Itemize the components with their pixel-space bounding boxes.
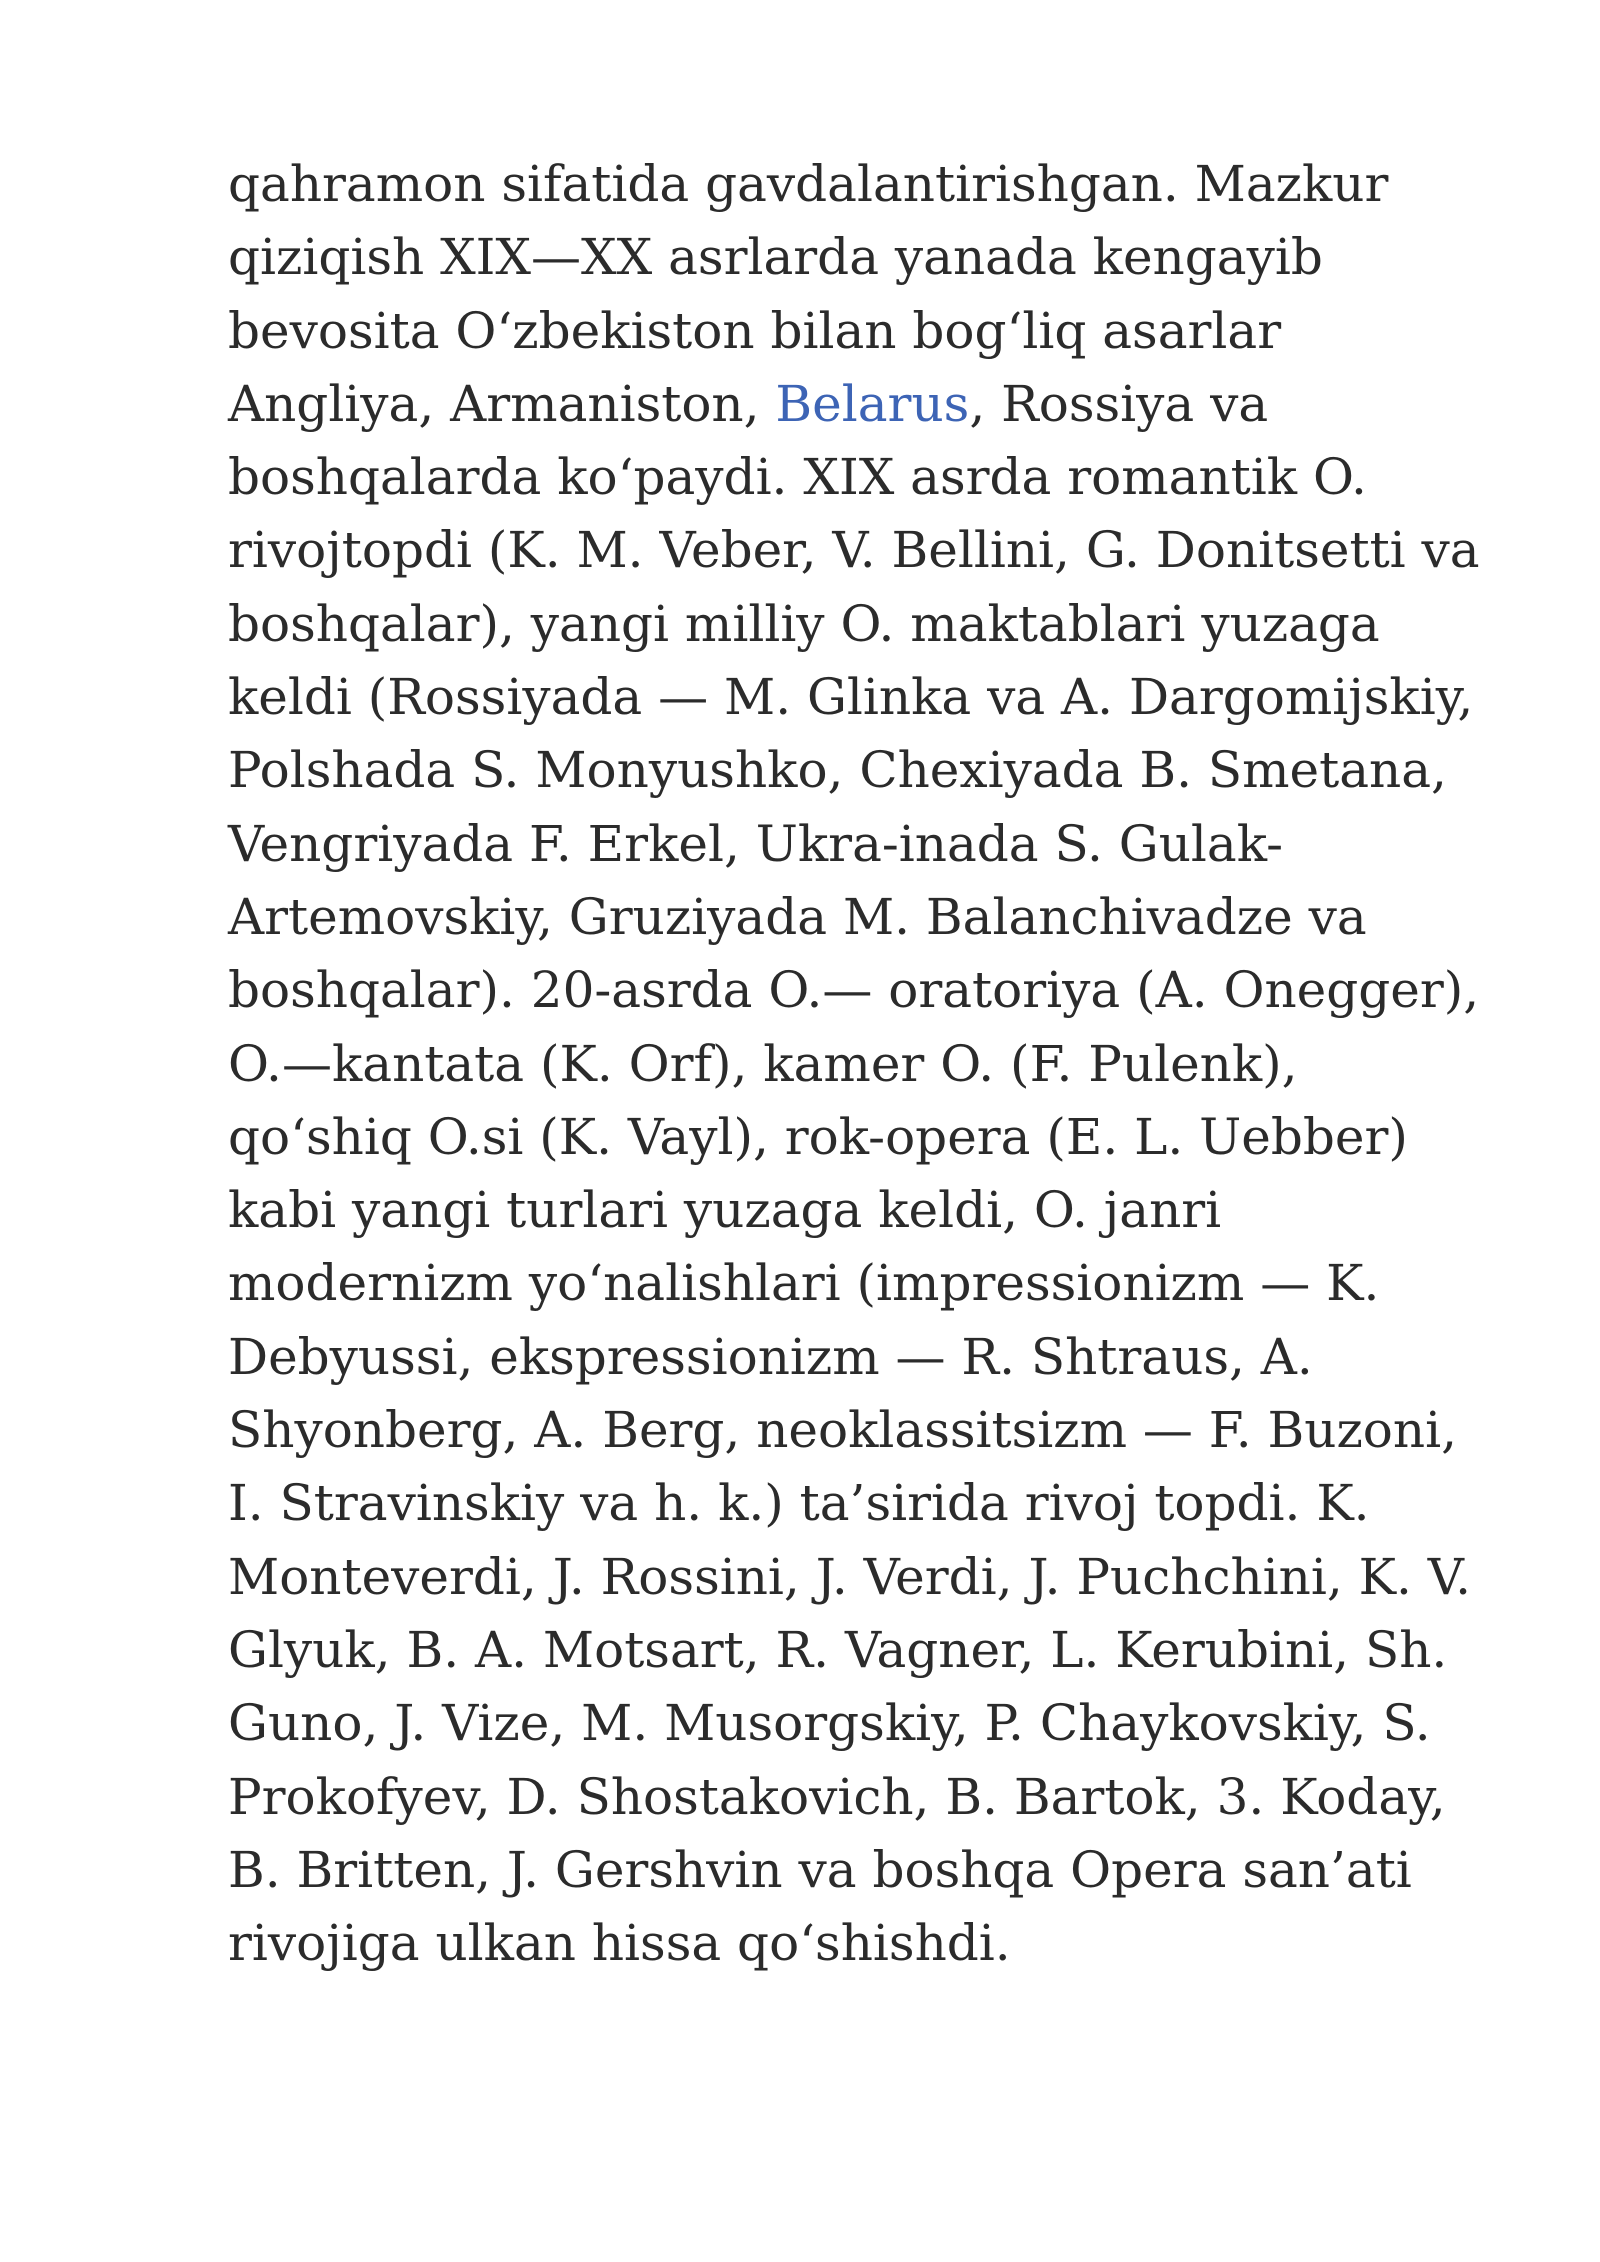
text-line: O.—kantata (K. Orf), kamer O. (F. Pulenk),	[228, 1034, 1298, 1093]
text-line: Monteverdi, J. Rossini, J. Verdi, J. Puchchini, K. V.	[228, 1547, 1472, 1606]
text-line: rivojtopdi (K. M. Veber, V. Bellini, G. Donitsetti va	[228, 521, 1480, 580]
text-line: B. Britten, J. Gershvin va boshqa Opera san’ati	[228, 1840, 1412, 1899]
article-body	[228, 148, 1528, 1980]
text-line-with-link	[228, 368, 1528, 441]
text-line: Artemovskiy, Gruziyada M. Balanchivadze va	[228, 887, 1367, 946]
text-line: qiziqish XIX—XX asrlarda yanada kengayib	[228, 228, 1323, 287]
text-line: bevosita O‘zbekiston bilan bog‘liq asarlar	[228, 301, 1282, 360]
text-line: Guno, J. Vize, M. Musorgskiy, P. Chaykovskiy, S.	[228, 1694, 1431, 1753]
text-line: rivojiga ulkan hissa qo‘shishdi.	[228, 1914, 1011, 1973]
text-fragment: , Rossiya va	[969, 374, 1269, 433]
text-line: kabi yangi turlari yuzaga keldi, O. janri	[228, 1181, 1222, 1240]
text-line: Debyussi, ekspressionizm — R. Shtraus, A.	[228, 1327, 1313, 1386]
text-line: modernizm yo‘nalishlari (impressionizm — K.	[228, 1254, 1380, 1313]
text-line: Vengriyada F. Erkel, Ukra-inada S. Gulak-	[228, 814, 1284, 873]
text-line: Prokofyev, D. Shostakovich, B. Bartok, 3. Koday,	[228, 1767, 1446, 1826]
text-fragment: Angliya, Armaniston,	[228, 374, 776, 433]
text-line: boshqalar). 20-asrda O.— oratoriya (A. Onegger),	[228, 961, 1480, 1020]
belarus-link[interactable]: Belarus	[775, 374, 970, 433]
text-line: boshqalarda ko‘paydi. XIX asrda romantik O.	[228, 448, 1367, 507]
text-line: Glyuk, B. A. Motsart, R. Vagner, L. Kerubini, Sh.	[228, 1620, 1448, 1679]
text-line: I. Stravinskiy va h. k.) ta’sirida rivoj topdi. K.	[228, 1474, 1370, 1533]
text-line: Shyonberg, A. Berg, neoklassitsizm — F. Buzoni,	[228, 1401, 1457, 1460]
text-line: qahramon sifatida gavdalantirishgan. Mazkur	[228, 155, 1389, 213]
text-line: keldi (Rossiyada — M. Glinka va A. Dargomijskiy,	[228, 668, 1474, 727]
text-line: qo‘shiq O.si (K. Vayl), rok-opera (E. L. Uebber)	[228, 1107, 1408, 1166]
text-line: boshqalar), yangi milliy O. maktablari yuzaga	[228, 594, 1380, 653]
text-line: Polshada S. Monyushko, Chexiyada B. Smetana,	[228, 741, 1447, 800]
